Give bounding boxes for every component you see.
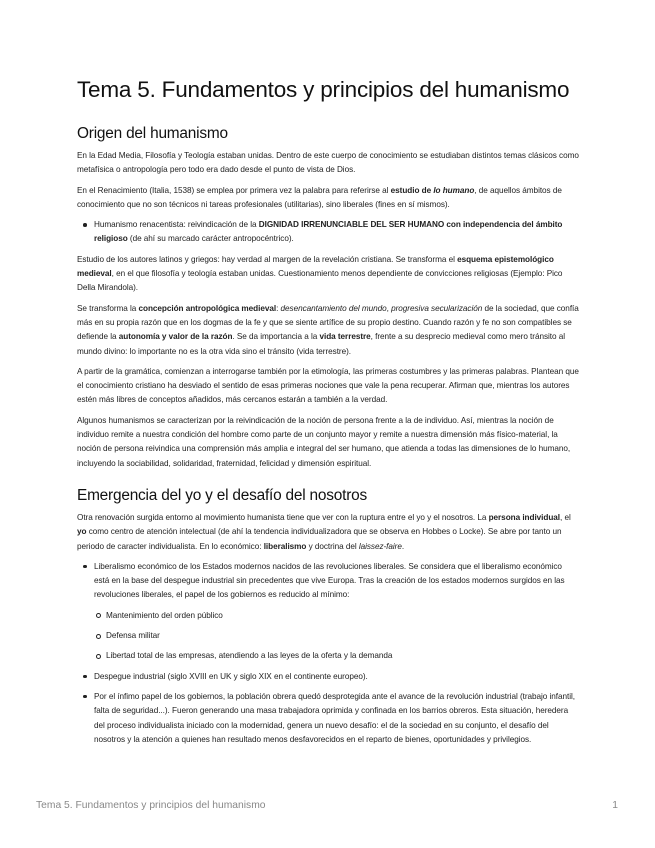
paragraph: Algunos humanismos se caracterizan por la reivindicación de la noción de persona frente a la de individuo. Así, mientras la noción de individuo remite a nuestra condición del hombre como parte de un conjunto mayor y remite a nuestra dimensión más físico-material, la noción de persona reivindica una comprensión más amplia e integral del ser humano, que atienda a todas las dimensiones de lo humano, incluyendo la sociabilidad, solidaridad, fraternidad, felicidad y dimensión espiritual. <box>77 415 571 468</box>
paragraph: Estudio de los autores latinos y griegos: hay verdad al margen de la revelación cristiana. Se transforma el esquema epistemológico medieval, en el que filosofía y teología estaban unidas. Cuestionamiento menos dependiente de convicciones religiosas (Ejemplo: Pico Della Mirandola). <box>77 254 563 293</box>
sub-list-item: Mantenimiento del orden público <box>106 609 579 623</box>
page-footer <box>36 800 618 811</box>
section-heading-emergencia: Emergencia del yo y el desafío del nosotros <box>77 486 367 504</box>
paragraph: Se transforma la concepción antropológica medieval: desencantamiento del mundo, progresiva secularización de la sociedad, que confía más en su propia razón que en los dogmas de la fe y que se siente artífice de su propio destino. Cuando razón y fe no son compatibles se defiende la autonomía y valor de la razón. Se da importancia a la vida terrestre, frente a su desprecio medieval como mero tránsito al mundo divino: lo importante no es la otra vida sino el tránsito (vida terrestre). <box>77 303 579 356</box>
paragraph: A partir de la gramática, comienzan a interrogarse también por la etimología, las primeras costumbres y las primeras palabras. Plantean que el conocimiento cristiano ha desviado el sentido de esas primeras nociones que vale la pena recuperar. Afirman que, mientras los autores estén más libres de conceptos añadidos, más cercanos estarán a también a la verdad. <box>77 366 579 405</box>
paragraph: En el Renacimiento (Italia, 1538) se emplea por primera vez la palabra para referirse al estudio de lo humano, de aquellos ámbitos de conocimiento que no son técnicos ni tareas profesionales (utilitarias), sino liberales (fines en sí mismos). <box>77 185 562 209</box>
sub-list <box>94 609 579 664</box>
footer-title: Tema 5. Fundamentos y principios del humanismo <box>36 800 266 811</box>
paragraph: Otra renovación surgida entorno al movimiento humanista tiene que ver con la ruptura entre el yo y el nosotros. La persona individual, el yo como centro de atención intelectual (de ahí la tendencia individualizadora que se observa en Hobbes o Locke). Se abre por tanto un periodo de caracter individualista. En lo económico: liberalismo y doctrina del laissez-faire. <box>77 512 571 551</box>
list-item: Humanismo renacentista: reivindicación de la DIGNIDAD IRRENUNCIABLE DEL SER HUMANO con independencia del ámbito religioso (de ahí su marcado carácter antropocéntrico). <box>94 218 579 247</box>
list-item: Despegue industrial (siglo XVIII en UK y siglo XIX en el continente europeo). <box>94 670 579 684</box>
document-page <box>77 76 579 753</box>
paragraph: En la Edad Media, Filosofía y Teología estaban unidas. Dentro de este cuerpo de conocimiento se estudiaban distintos temas clásicos como metafísica o antropología pero todo era dado desde el punto de vista de Dios. <box>77 151 579 175</box>
bullet-list <box>77 560 579 747</box>
sub-list-item: Defensa militar <box>106 629 579 643</box>
page-number: 1 <box>612 800 618 811</box>
document-title: Tema 5. Fundamentos y principios del humanismo <box>77 77 570 102</box>
list-item: Por el ínfimo papel de los gobiernos, la población obrera quedó desprotegida ante el avance de la revolución industrial (trabajo infantil, falta de seguridad...). Fueron generando una masa trabajadora oprimida y confinada en los barrios obreros. Esta situación, heredera del proceso individualista iniciado con la modernidad, genera un nuevo desafío: el de la sociedad en su conjunto, el desafío del nosotros y la atención a quienes han resultado menos desfavorecidos en el reparto de bienes, oportunidades y privilegios. <box>94 690 579 747</box>
sub-list-item: Libertad total de las empresas, atendiendo a las leyes de la oferta y la demanda <box>106 649 579 663</box>
list-item: Liberalismo económico de los Estados modernos nacidos de las revoluciones liberales. Se considera que el liberalismo económico está en la base del despegue industrial sin precedentes que vive Europa. Tras la creación de los estados modernos surgidos en las revoluciones liberales, el papel de los gobiernos es reducido al mínimo: Mantenimiento del orden público Defensa militar Libertad total de las empresas, atendiendo a las leyes de la oferta y la demanda <box>94 560 579 664</box>
bullet-list <box>77 218 579 247</box>
section-heading-origen: Origen del humanismo <box>77 125 228 142</box>
